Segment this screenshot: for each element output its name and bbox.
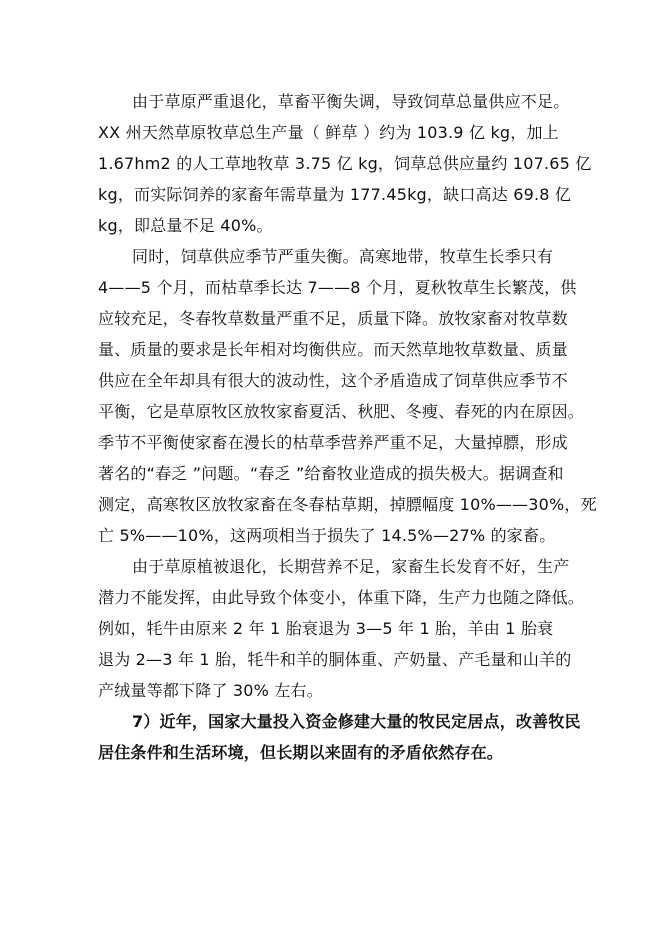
paragraph-line: 量、质量的要求是长年相对均衡供应。而天然草地牧草数量、质量 bbox=[98, 340, 568, 359]
paragraph-line: 应较充足，冬春牧草数量严重不足，质量下降。放牧家畜对牧草数 bbox=[98, 309, 568, 328]
paragraph-line: 测定，高寒牧区放牧家畜在冬春枯草期，掉膘幅度 10%——30%，死 bbox=[98, 495, 597, 514]
paragraph-productivity-decline bbox=[98, 551, 585, 706]
paragraph-line: 例如，牦牛由原来 2 年 1 胎衰退为 3—5 年 1 胎，羊由 1 胎衰 bbox=[98, 619, 554, 638]
paragraph-line: 1.67hm2 的人工草地牧草 3.75 亿 kg，饲草总供应量约 107.65 亿 bbox=[98, 154, 592, 173]
paragraph-line: 由于草原植被退化，长期营养不足，家畜生长发育不好，生产 bbox=[132, 557, 570, 576]
paragraph-line: kg，而实际饲养的家畜年需草量为 177.45kg，缺口高达 69.8 亿 bbox=[98, 185, 572, 204]
paragraph-line: 由于草原严重退化，草畜平衡失调，导致饲草总量供应不足。 bbox=[132, 92, 570, 111]
paragraph-line: 居住条件和生活环境，但长期以来固有的矛盾依然存在。 bbox=[98, 743, 504, 762]
paragraph-line: 著名的“春乏 ”问题。“春乏 ”给畜牧业造成的损失极大。据调查和 bbox=[98, 464, 564, 483]
paragraph-line: kg，即总量不足 40%。 bbox=[98, 216, 273, 235]
paragraph-line: 7）近年，国家大量投入资金修建大量的牧民定居点，改善牧民 bbox=[132, 712, 581, 731]
paragraph-line: XX 州天然草原牧草总生产量（ 鲜草 ）约为 103.9 亿 kg，加上 bbox=[98, 123, 559, 142]
paragraph-line: 同时，饲草供应季节严重失衡。高寒地带，牧草生长季只有 bbox=[132, 247, 554, 266]
paragraph-settlement-note bbox=[98, 706, 581, 768]
paragraph-seasonal-imbalance bbox=[98, 241, 597, 551]
paragraph-line: 产绒量等都下降了 30% 左右。 bbox=[98, 681, 323, 700]
paragraph-line: 潜力不能发挥，由此导致个体变小，体重下降，生产力也随之降低。 bbox=[98, 588, 585, 607]
paragraph-line: 退为 2—3 年 1 胎，牦牛和羊的胴体重、产奶量、产毛量和山羊的 bbox=[98, 650, 572, 669]
paragraph-line: 亡 5%——10%，这两项相当于损失了 14.5%—27% 的家畜。 bbox=[98, 526, 556, 545]
paragraph-line: 季节不平衡使家畜在漫长的枯草季营养严重不足，大量掉膘，形成 bbox=[98, 433, 568, 452]
paragraph-line: 供应在全年却具有很大的波动性，这个矛盾造成了饲草供应季节不 bbox=[98, 371, 568, 390]
document-body bbox=[98, 86, 597, 768]
paragraph-forage-shortage bbox=[98, 86, 592, 241]
paragraph-line: 4——5 个月，而枯草季长达 7——8 个月，夏秋牧草生长繁茂，供 bbox=[98, 278, 577, 297]
paragraph-line: 平衡，它是草原牧区放牧家畜夏活、秋肥、冬瘦、春死的内在原因。 bbox=[98, 402, 585, 421]
